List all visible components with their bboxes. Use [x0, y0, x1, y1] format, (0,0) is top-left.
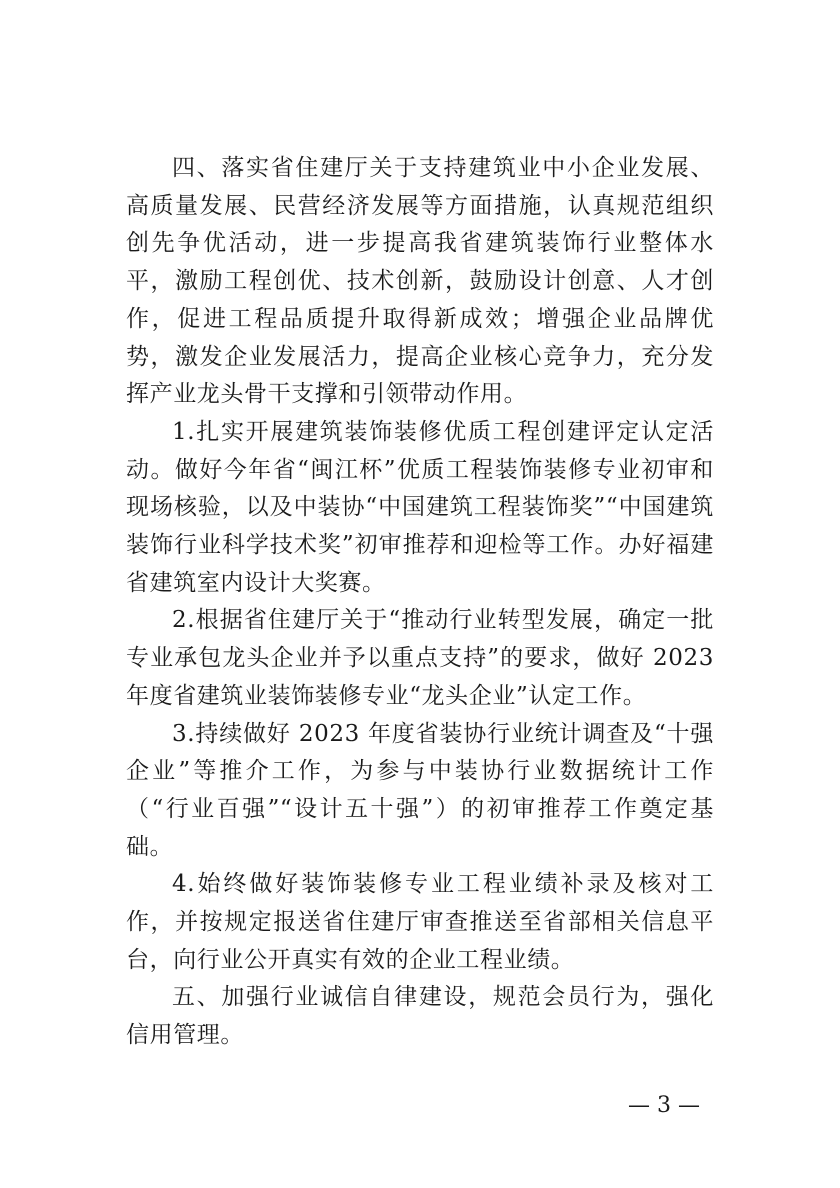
paragraph-section-four: 四、落实省住建厅关于支持建筑业中小企业发展、高质量发展、民营经济发展等方面措施，认真规范组织创先争优活动，进一步提高我省建筑装饰行业整体水平，激励工程创优、技术创新，鼓励设计创意、人才创作，促进工程品质提升取得新成效；增强企业品牌优势，激发企业发展活力，提高企业核心竞争力，充分发挥产业龙头骨干支撑和引领带动作用。 — [126, 155, 714, 408]
paragraph-item-4: 4.始终做好装饰装修专业工程业绩补录及核对工作，并按规定报送省住建厅审查推送至省部相关信息平台，向行业公开真实有效的企业工程业绩。 — [126, 871, 714, 973]
page-number: — 3 — — [628, 1093, 700, 1118]
paragraph-item-2: 2.根据省住建厅关于“推动行业转型发展，确定一批专业承包龙头企业并予以重点支持”的要求，做好 2023 年度省建筑业装饰装修专业“龙头企业”认定工作。 — [126, 607, 714, 709]
paragraph-item-3: 3.持续做好 2023 年度省装协行业统计调查及“十强企业”等推介工作，为参与中装协行业数据统计工作（“行业百强”“设计五十强”）的初审推荐工作奠定基础。 — [126, 720, 714, 860]
document-body — [126, 150, 714, 1055]
paragraph-section-five: 五、加强行业诚信自律建设，规范会员行为，强化信用管理。 — [126, 984, 714, 1049]
paragraph-item-1: 1.扎实开展建筑装饰装修优质工程创建评定认定活动。做好今年省“闽江杯”优质工程装饰装修专业初审和现场核验，以及中装协“中国建筑工程装饰奖”“中国建筑装饰行业科学技术奖”初审推荐和迎检等工作。办好福建省建筑室内设计大奖赛。 — [126, 418, 714, 596]
